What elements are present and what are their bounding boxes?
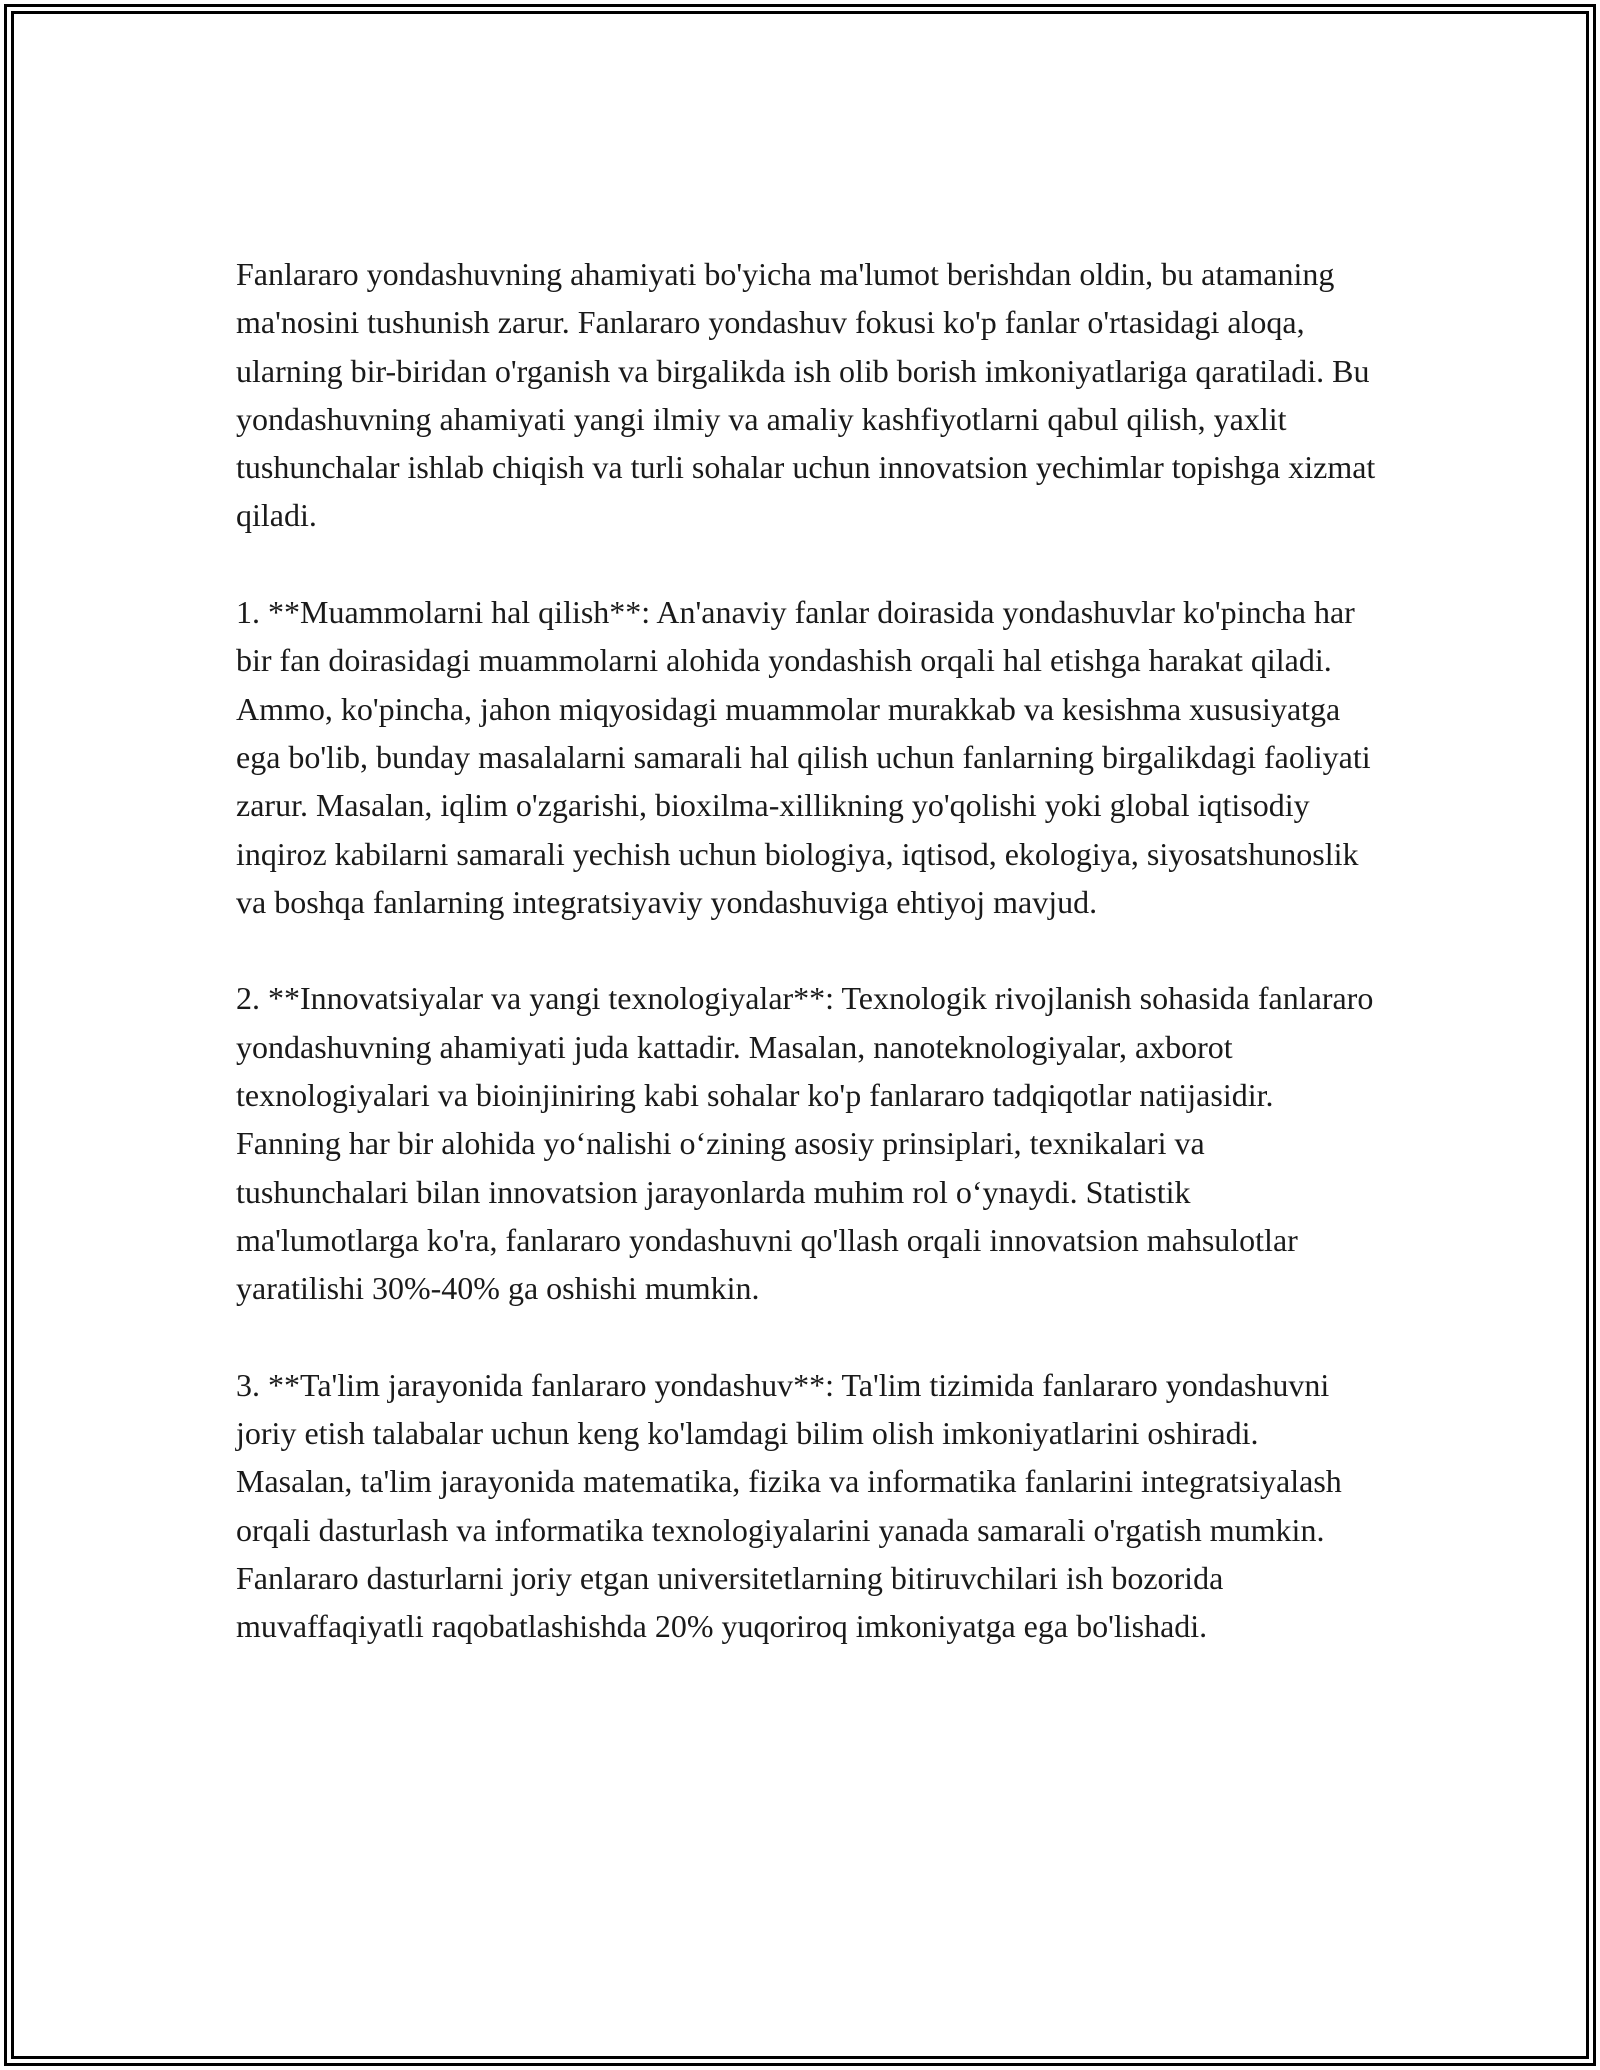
document-body bbox=[236, 250, 1376, 1651]
section-1-paragraph: 1. **Muammolarni hal qilish**: An'anaviy fanlar doirasida yondashuvlar ko'pincha har bir fan doirasidagi muammolarni alohida yondashish orqali hal etishga harakat qiladi. Ammo, ko'pincha, jahon miqyosidagi muammolar murakkab va kesishma xususiyatga ega bo'lib, bunday masalalarni samarali hal qilish uchun fanlarning birgalikdagi faoliyati zarur. Masalan, iqlim o'zgarishi, bioxilma-xillikning yo'qolishi yoki global iqtisodiy inqiroz kabilarni samarali yechish uchun biologiya, iqtisod, ekologiya, siyosatshunoslik va boshqa fanlarning integratsiyaviy yondashuviga ehtiyoj mavjud. bbox=[236, 594, 1371, 920]
intro-paragraph: Fanlararo yondashuvning ahamiyati bo'yicha ma'lumot berishdan oldin, bu atamaning ma'nosini tushunish zarur. Fanlararo yondashuv fokusi ko'p fanlar o'rtasidagi aloqa, ularning bir-biridan o'rganish va birgalikda ish olib borish imkoniyatlariga qaratiladi. Bu yondashuvning ahamiyati yangi ilmiy va amaliy kashfiyotlarni qabul qilish, yaxlit tushunchalar ishlab chiqish va turli sohalar uchun innovatsion yechimlar topishga xizmat qiladi. bbox=[236, 256, 1376, 534]
section-3-paragraph: 3. **Ta'lim jarayonida fanlararo yondashuv**: Ta'lim tizimida fanlararo yondashuvni joriy etish talabalar uchun keng ko'lamdagi bilim olish imkoniyatlarini oshiradi. Masalan, ta'lim jarayonida matematika, fizika va informatika fanlarini integratsiyalash orqali dasturlash va informatika texnologiyalarini yanada samarali o'rgatish mumkin. Fanlararo dasturlarni joriy etgan universitetlarning bitiruvchilari ish bozorida muvaffaqiyatli raqobatlashishda 20% yuqoriroq imkoniyatga ega bo'lishadi. bbox=[236, 1366, 1342, 1645]
section-2-paragraph: 2. **Innovatsiyalar va yangi texnologiyalar**: Texnologik rivojlanish sohasida fanlararo yondashuvning ahamiyati juda kattadir. Masalan, nanoteknologiyalar, axborot texnologiyalari va bioinjiniring kabi sohalar ko'p fanlararo tadqiqotlar natijasidir. Fanning har bir alohida yo‘nalishi o‘zining asosiy prinsiplari, texnikalari va tushunchalari bilan innovatsion jarayonlarda muhim rol o‘ynaydi. Statistik ma'lumotlarga ko'ra, fanlararo yondashuvni qo'llash orqali innovatsion mahsulotlar yaratilishi 30%-40% ga oshishi mumkin. bbox=[236, 980, 1374, 1307]
